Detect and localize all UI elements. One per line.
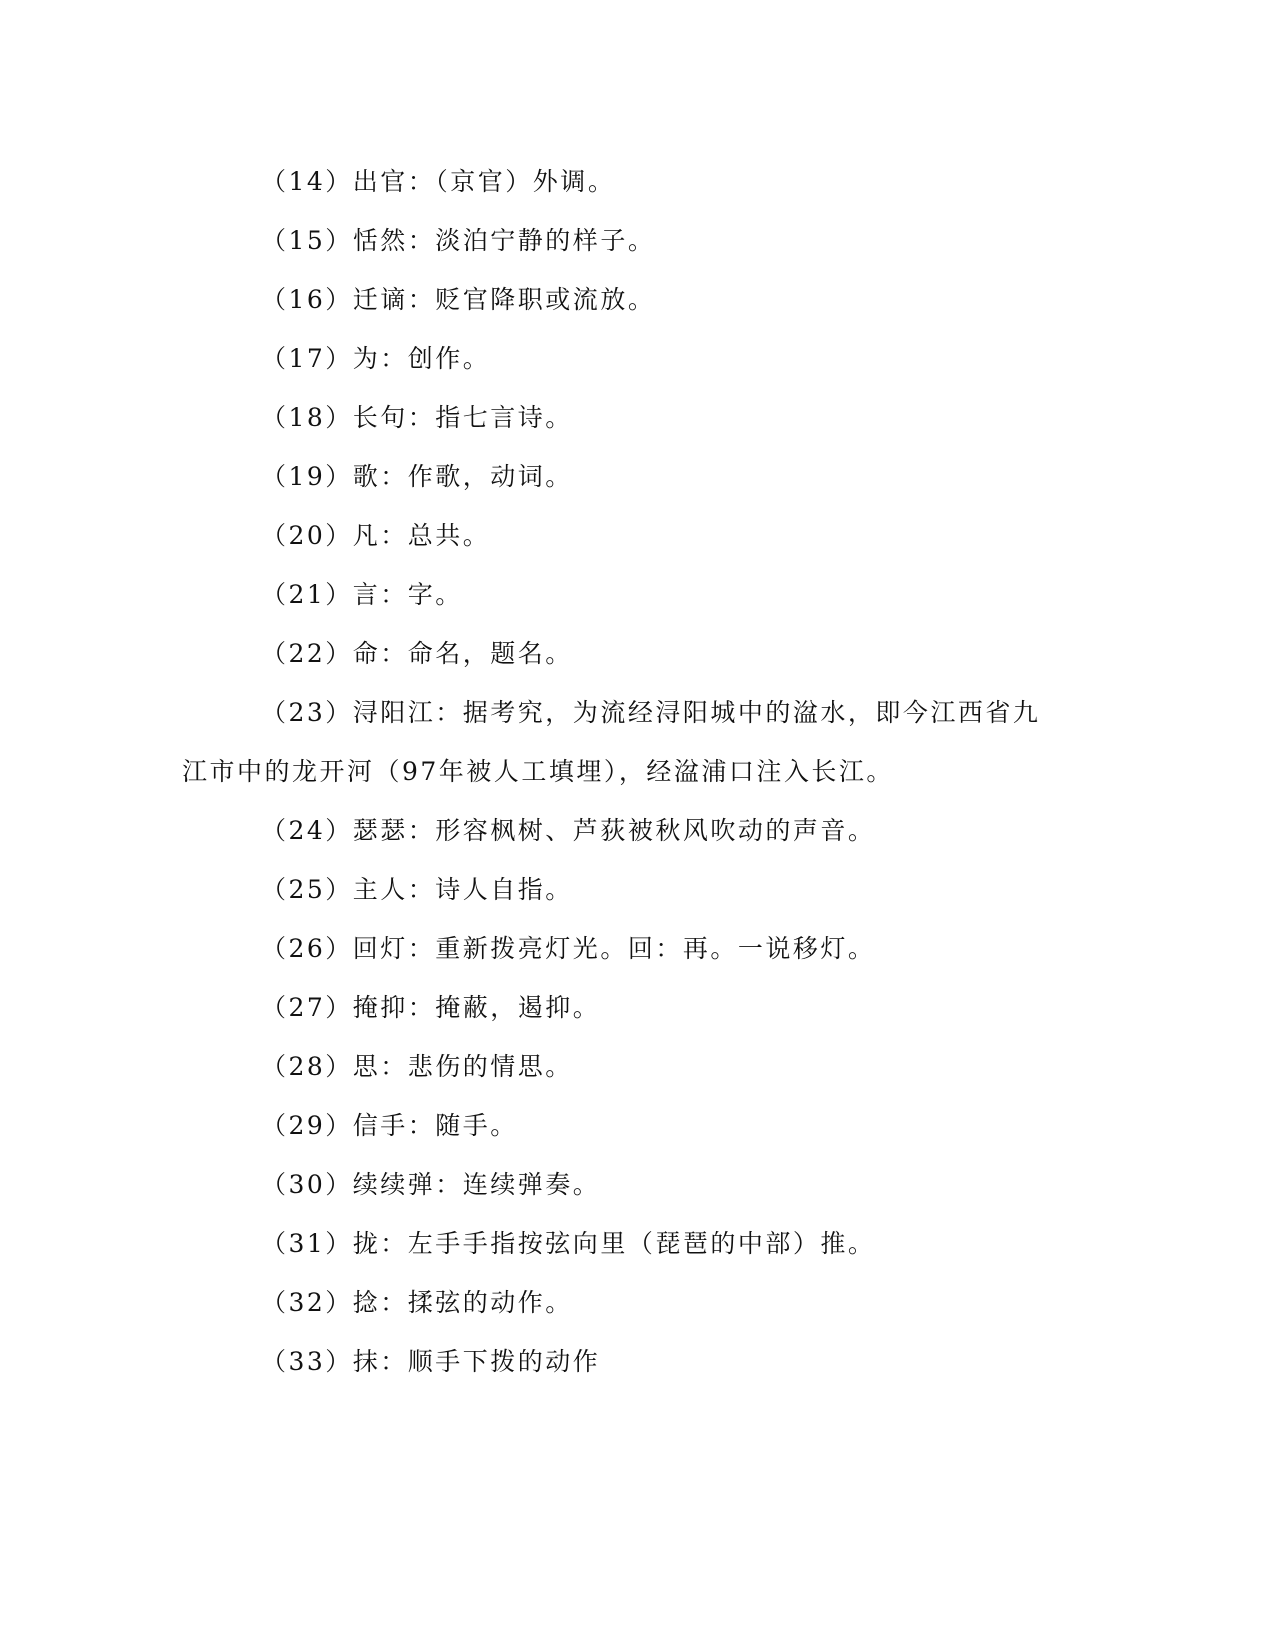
note-25: （25）主人：诗人自指。 (261, 875, 573, 904)
note-20: （20）凡：总共。 (261, 521, 491, 550)
note-33: （33）抹：顺手下拨的动作 (261, 1347, 601, 1376)
note-22: （22）命：命名，题名。 (261, 639, 573, 668)
note-29: （29）信手：随手。 (261, 1111, 518, 1140)
note-21: （21）言：字。 (261, 580, 463, 609)
note-24: （24）瑟瑟：形容枫树、芦荻被秋风吹动的声音。 (261, 816, 876, 845)
note-28: （28）思：悲伤的情思。 (261, 1052, 573, 1081)
note-18: （18）长句：指七言诗。 (261, 403, 573, 432)
note-19: （19）歌：作歌，动词。 (261, 462, 573, 491)
note-17: （17）为：创作。 (261, 344, 491, 373)
note-14: （14）出官：（京官）外调。 (261, 167, 616, 196)
note-15: （15）恬然：淡泊宁静的样子。 (261, 226, 656, 255)
note-26: （26）回灯：重新拨亮灯光。回：再。一说移灯。 (261, 934, 876, 963)
note-30: （30）续续弹：连续弹奏。 (261, 1170, 601, 1199)
note-23: （23）浔阳江：据考究，为流经浔阳城中的湓水，即今江西省九江市中的龙开河（97年被人工填埋），经湓浦口注入长江。 (182, 698, 1041, 786)
note-27: （27）掩抑：掩蔽，遏抑。 (261, 993, 601, 1022)
annotation-list (182, 152, 1062, 1391)
note-16: （16）迁谪：贬官降职或流放。 (261, 285, 656, 314)
note-32: （32）捻：揉弦的动作。 (261, 1288, 573, 1317)
note-31: （31）拢：左手手指按弦向里（琵琶的中部）推。 (261, 1229, 876, 1258)
